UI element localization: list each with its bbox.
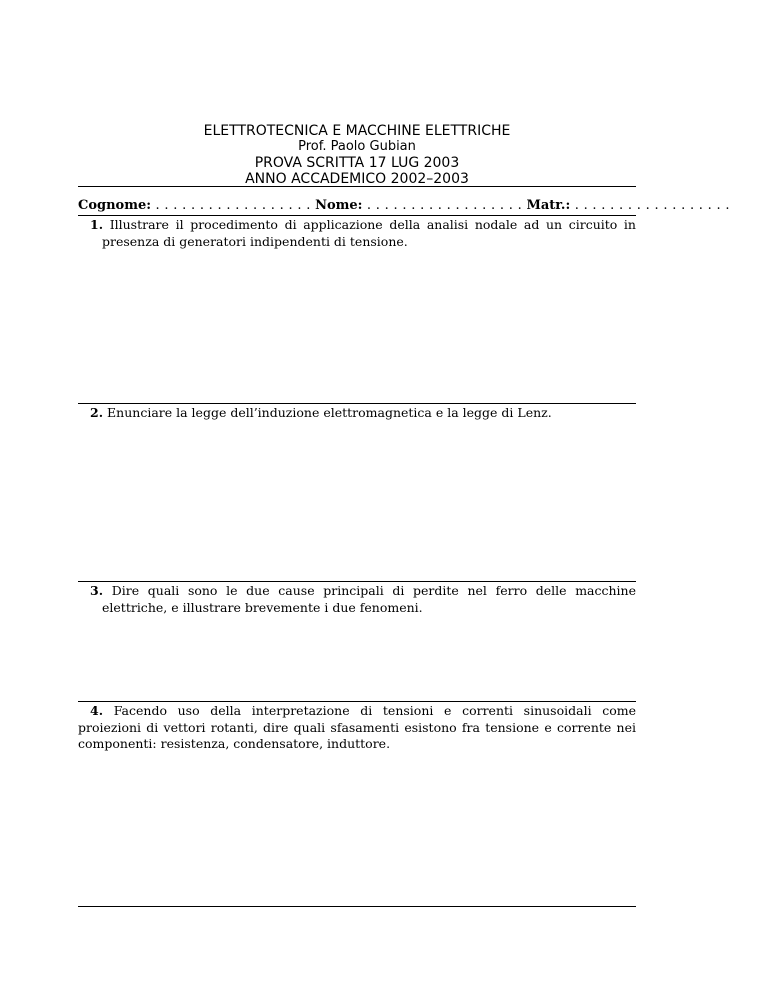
matr-blank[interactable]: . . . . . . . . . . . . . . . . . . <box>570 198 730 213</box>
question-number-dot: . <box>98 583 104 598</box>
question-1 <box>78 217 636 250</box>
name-blank[interactable]: . . . . . . . . . . . . . . . . . . <box>362 198 527 213</box>
question-3 <box>78 583 636 616</box>
answer-rule-4 <box>78 906 636 907</box>
question-number: 2 <box>90 405 99 420</box>
exam-header <box>0 123 714 187</box>
question-text: Dire quali sono le due cause principali di perdite nel ferro delle macchine elettriche, e illustrare brevemente i due fenomeni. <box>102 583 637 615</box>
question-text: Enunciare la legge dell’induzione elettromagnetica e la legge di Lenz. <box>107 405 552 420</box>
question-text: Illustrare il procedimento di applicazione della analisi nodale ad un circuito in presenza di generatori indipendenti di tensione. <box>102 217 636 249</box>
fields-rule <box>78 215 636 216</box>
answer-rule-2 <box>78 581 636 582</box>
answer-rule-1 <box>78 403 636 404</box>
matr-label: Matr.: <box>526 198 571 213</box>
answer-rule-3 <box>78 701 636 702</box>
name-label: Nome: <box>315 198 363 213</box>
question-number: 3 <box>90 583 99 598</box>
header-rule <box>78 186 636 187</box>
question-number: 4 <box>90 703 99 718</box>
question-number: 1 <box>90 217 99 232</box>
academic-year: ANNO ACCADEMICO 2002–2003 <box>245 171 469 187</box>
surname-label: Cognome: <box>78 198 152 213</box>
surname-blank[interactable]: . . . . . . . . . . . . . . . . . . <box>151 198 316 213</box>
question-number-dot: . <box>98 405 104 420</box>
question-number-dot: . <box>98 703 104 718</box>
student-fields <box>78 198 730 214</box>
question-4 <box>78 703 636 753</box>
question-text: Facendo uso della interpretazione di tensioni e correnti sinusoidali come proiezioni di vettori rotanti, dire quali sfasamenti esistono fra tensione e corrente nei componenti: resistenza, condensatore, induttore. <box>78 703 636 751</box>
exam-date: PROVA SCRITTA 17 LUG 2003 <box>254 155 460 171</box>
course-title: ELETTROTECNICA E MACCHINE ELETTRICHE <box>203 123 511 139</box>
professor-name: Prof. Paolo Gubian <box>298 139 416 154</box>
question-2 <box>78 405 636 422</box>
question-number-dot: . <box>98 217 104 232</box>
